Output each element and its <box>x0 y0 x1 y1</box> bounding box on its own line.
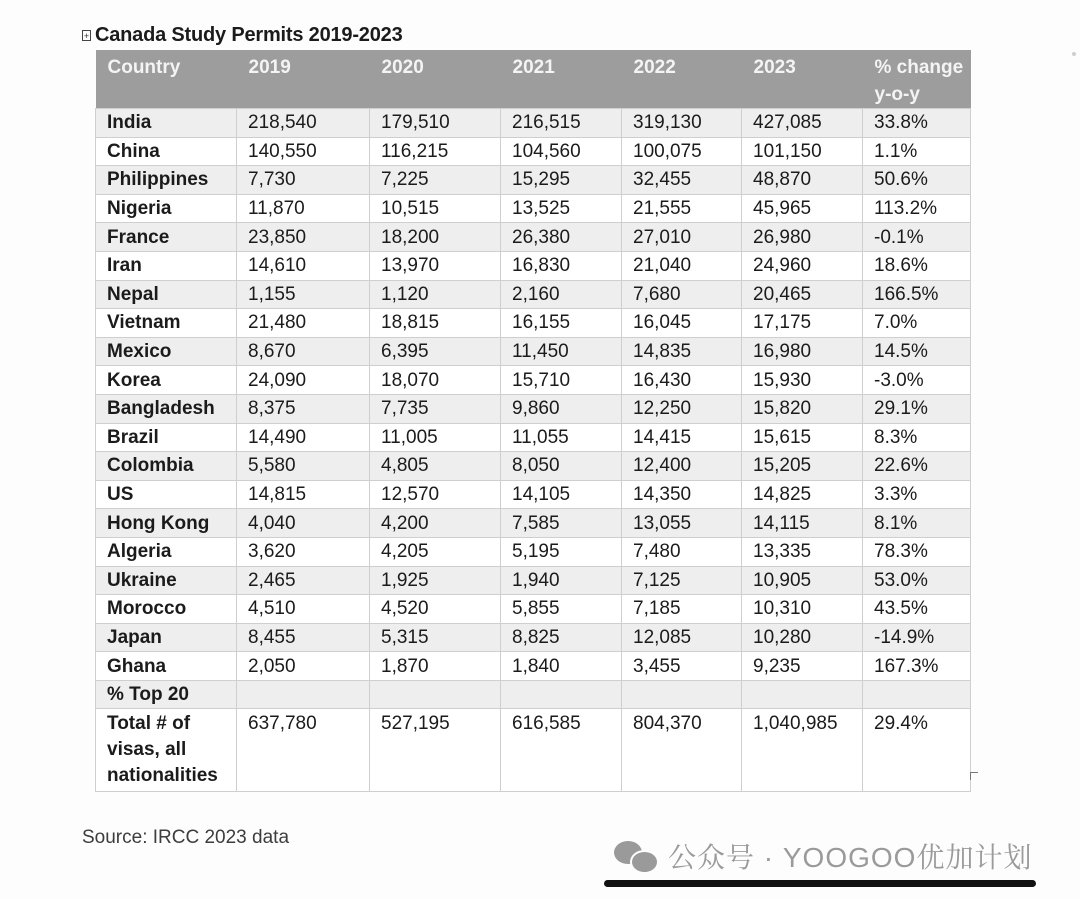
header-country: Country <box>96 50 237 109</box>
cell-y2021: 16,830 <box>501 251 622 280</box>
table-row <box>96 480 971 509</box>
cell-y2019: 1,155 <box>237 280 370 309</box>
cell-y2023: 13,335 <box>742 537 863 566</box>
table-header-row <box>96 50 971 109</box>
cell-y2021: 16,155 <box>501 309 622 338</box>
cell-y2019: 8,670 <box>237 337 370 366</box>
cell-y2022: 7,680 <box>622 280 742 309</box>
cell-y2019: 14,815 <box>237 480 370 509</box>
cell-y2022: 12,400 <box>622 452 742 481</box>
cell-change: 78.3% <box>863 537 971 566</box>
table-row <box>96 509 971 538</box>
cell-y2021: 1,940 <box>501 566 622 595</box>
cell-y2023: 101,150 <box>742 137 863 166</box>
home-indicator-bar[interactable] <box>604 880 1036 887</box>
table-row <box>96 452 971 481</box>
cell-y2023: 48,870 <box>742 166 863 195</box>
cell-y2021: 15,710 <box>501 366 622 395</box>
cell-change: 22.6% <box>863 452 971 481</box>
table-row <box>96 394 971 423</box>
cell-country: Ghana <box>96 652 237 681</box>
cell-y2021 <box>501 680 622 709</box>
header-2022: 2022 <box>622 50 742 109</box>
cell-y2023: 26,980 <box>742 223 863 252</box>
table-row <box>96 280 971 309</box>
wechat-icon <box>614 839 658 873</box>
table-row <box>96 595 971 624</box>
cell-y2021: 8,050 <box>501 452 622 481</box>
table-row <box>96 251 971 280</box>
table-row <box>96 137 971 166</box>
cell-change: 113.2% <box>863 194 971 223</box>
cell-y2022: 12,085 <box>622 623 742 652</box>
cell-country: Ukraine <box>96 566 237 595</box>
study-permits-table <box>95 50 971 792</box>
cell-y2023: 15,930 <box>742 366 863 395</box>
cell-y2023: 45,965 <box>742 194 863 223</box>
cell-y2020: 179,510 <box>370 109 501 138</box>
cell-y2019: 2,465 <box>237 566 370 595</box>
cell-y2022: 14,415 <box>622 423 742 452</box>
cell-country: Iran <box>96 251 237 280</box>
cell-y2021: 7,585 <box>501 509 622 538</box>
cell-change: -0.1% <box>863 223 971 252</box>
cell-change: -3.0% <box>863 366 971 395</box>
cell-y2020: 4,205 <box>370 537 501 566</box>
cell-y2022: 7,125 <box>622 566 742 595</box>
cell-country: Algeria <box>96 537 237 566</box>
cell-country: Hong Kong <box>96 509 237 538</box>
cell-country: Philippines <box>96 166 237 195</box>
cell-y2021: 26,380 <box>501 223 622 252</box>
header-2023: 2023 <box>742 50 863 109</box>
cell-y2020: 1,925 <box>370 566 501 595</box>
cell-y2021: 11,450 <box>501 337 622 366</box>
cell-y2020: 1,870 <box>370 652 501 681</box>
cell-y2019: 218,540 <box>237 109 370 138</box>
cell-y2022: 7,480 <box>622 537 742 566</box>
cell-change: -14.9% <box>863 623 971 652</box>
cell-y2020: 4,520 <box>370 595 501 624</box>
cell-country: Korea <box>96 366 237 395</box>
table-row <box>96 652 971 681</box>
cell-country: Morocco <box>96 595 237 624</box>
cell-y2019: 4,510 <box>237 595 370 624</box>
cell-y2023: 17,175 <box>742 309 863 338</box>
cell-y2020: 10,515 <box>370 194 501 223</box>
cell-country: Nigeria <box>96 194 237 223</box>
edge-dot <box>1072 52 1076 56</box>
cell-y2019: 14,610 <box>237 251 370 280</box>
table-anchor-icon[interactable]: + <box>83 31 90 41</box>
cell-y2019: 5,580 <box>237 452 370 481</box>
cell-change: 29.1% <box>863 394 971 423</box>
cell-y2020: 18,070 <box>370 366 501 395</box>
cell-y2022: 14,835 <box>622 337 742 366</box>
cell-country: Total # of visas, all nationalities <box>96 709 237 792</box>
table-row <box>96 537 971 566</box>
cell-country: Colombia <box>96 452 237 481</box>
cell-change: 53.0% <box>863 566 971 595</box>
cell-country: Bangladesh <box>96 394 237 423</box>
cell-y2023: 427,085 <box>742 109 863 138</box>
cell-y2020: 116,215 <box>370 137 501 166</box>
cell-y2023: 10,280 <box>742 623 863 652</box>
cell-y2022: 27,010 <box>622 223 742 252</box>
cell-y2021: 13,525 <box>501 194 622 223</box>
cell-y2022: 804,370 <box>622 709 742 792</box>
cell-change: 50.6% <box>863 166 971 195</box>
cell-y2021: 14,105 <box>501 480 622 509</box>
cell-y2023: 15,820 <box>742 394 863 423</box>
cell-change: 166.5% <box>863 280 971 309</box>
cell-y2021: 616,585 <box>501 709 622 792</box>
cell-y2021: 2,160 <box>501 280 622 309</box>
table-row <box>96 680 971 709</box>
document-title-row <box>82 24 403 47</box>
cell-y2023: 9,235 <box>742 652 863 681</box>
cell-y2022: 7,185 <box>622 595 742 624</box>
cell-country: France <box>96 223 237 252</box>
document-title: Canada Study Permits 2019-2023 <box>95 24 403 46</box>
cell-y2020: 18,815 <box>370 309 501 338</box>
cell-y2019: 14,490 <box>237 423 370 452</box>
cell-y2023 <box>742 680 863 709</box>
cell-y2022: 16,430 <box>622 366 742 395</box>
cell-y2019: 2,050 <box>237 652 370 681</box>
cell-y2019: 637,780 <box>237 709 370 792</box>
cell-y2019: 21,480 <box>237 309 370 338</box>
cell-country: Vietnam <box>96 309 237 338</box>
cell-y2021: 9,860 <box>501 394 622 423</box>
cell-y2020: 13,970 <box>370 251 501 280</box>
cell-y2021: 11,055 <box>501 423 622 452</box>
cell-y2022: 32,455 <box>622 166 742 195</box>
cell-y2021: 1,840 <box>501 652 622 681</box>
cell-change: 8.3% <box>863 423 971 452</box>
cell-country: Japan <box>96 623 237 652</box>
watermark-text: 公众号 · YOOGOO优加计划 <box>668 842 1033 873</box>
cell-y2021: 8,825 <box>501 623 622 652</box>
cell-y2022 <box>622 680 742 709</box>
table-row <box>96 166 971 195</box>
cell-y2020: 18,200 <box>370 223 501 252</box>
cell-y2023: 14,115 <box>742 509 863 538</box>
cell-y2020: 5,315 <box>370 623 501 652</box>
cell-y2022: 21,040 <box>622 251 742 280</box>
table-row <box>96 223 971 252</box>
table-row <box>96 423 971 452</box>
cell-country: Brazil <box>96 423 237 452</box>
cell-country: Mexico <box>96 337 237 366</box>
cell-y2023: 15,615 <box>742 423 863 452</box>
table-row <box>96 337 971 366</box>
header-2019: 2019 <box>237 50 370 109</box>
cell-change <box>863 680 971 709</box>
cell-y2021: 5,855 <box>501 595 622 624</box>
table-row <box>96 566 971 595</box>
header-percent-change: % change y-o-y <box>863 50 971 109</box>
cell-y2020 <box>370 680 501 709</box>
cell-y2019: 8,375 <box>237 394 370 423</box>
cell-y2022: 16,045 <box>622 309 742 338</box>
cell-y2019: 7,730 <box>237 166 370 195</box>
table-corner-mark <box>970 772 978 780</box>
cell-y2019: 24,090 <box>237 366 370 395</box>
cell-y2022: 21,555 <box>622 194 742 223</box>
cell-y2023: 10,905 <box>742 566 863 595</box>
cell-y2023: 15,205 <box>742 452 863 481</box>
cell-change: 18.6% <box>863 251 971 280</box>
cell-y2020: 12,570 <box>370 480 501 509</box>
cell-y2020: 4,805 <box>370 452 501 481</box>
cell-y2023: 20,465 <box>742 280 863 309</box>
cell-country: % Top 20 <box>96 680 237 709</box>
cell-y2022: 12,250 <box>622 394 742 423</box>
cell-y2019: 23,850 <box>237 223 370 252</box>
header-2021: 2021 <box>501 50 622 109</box>
cell-change: 33.8% <box>863 109 971 138</box>
table-row <box>96 623 971 652</box>
cell-change: 3.3% <box>863 480 971 509</box>
table-row <box>96 194 971 223</box>
cell-y2023: 16,980 <box>742 337 863 366</box>
cell-y2019: 11,870 <box>237 194 370 223</box>
table-row <box>96 366 971 395</box>
watermark <box>614 836 1032 876</box>
cell-y2021: 104,560 <box>501 137 622 166</box>
cell-y2019: 3,620 <box>237 537 370 566</box>
cell-y2022: 3,455 <box>622 652 742 681</box>
cell-y2020: 7,735 <box>370 394 501 423</box>
cell-y2020: 527,195 <box>370 709 501 792</box>
cell-y2019: 140,550 <box>237 137 370 166</box>
cell-y2021: 5,195 <box>501 537 622 566</box>
cell-country: China <box>96 137 237 166</box>
cell-y2022: 13,055 <box>622 509 742 538</box>
cell-country: US <box>96 480 237 509</box>
cell-y2022: 319,130 <box>622 109 742 138</box>
cell-change: 29.4% <box>863 709 971 792</box>
cell-change: 1.1% <box>863 137 971 166</box>
cell-change: 167.3% <box>863 652 971 681</box>
cell-y2023: 14,825 <box>742 480 863 509</box>
cell-y2020: 6,395 <box>370 337 501 366</box>
cell-change: 7.0% <box>863 309 971 338</box>
cell-country: India <box>96 109 237 138</box>
source-note: Source: IRCC 2023 data <box>82 827 290 848</box>
cell-change: 8.1% <box>863 509 971 538</box>
cell-country: Nepal <box>96 280 237 309</box>
cell-y2019 <box>237 680 370 709</box>
cell-y2020: 7,225 <box>370 166 501 195</box>
table-row <box>96 109 971 138</box>
cell-y2020: 11,005 <box>370 423 501 452</box>
cell-y2020: 4,200 <box>370 509 501 538</box>
cell-y2023: 10,310 <box>742 595 863 624</box>
cell-y2020: 1,120 <box>370 280 501 309</box>
cell-change: 43.5% <box>863 595 971 624</box>
cell-y2022: 100,075 <box>622 137 742 166</box>
cell-y2021: 15,295 <box>501 166 622 195</box>
cell-y2022: 14,350 <box>622 480 742 509</box>
table-row <box>96 309 971 338</box>
cell-y2019: 8,455 <box>237 623 370 652</box>
cell-y2021: 216,515 <box>501 109 622 138</box>
cell-y2019: 4,040 <box>237 509 370 538</box>
cell-change: 14.5% <box>863 337 971 366</box>
cell-y2023: 24,960 <box>742 251 863 280</box>
header-2020: 2020 <box>370 50 501 109</box>
table-row <box>96 709 971 792</box>
cell-y2023: 1,040,985 <box>742 709 863 792</box>
